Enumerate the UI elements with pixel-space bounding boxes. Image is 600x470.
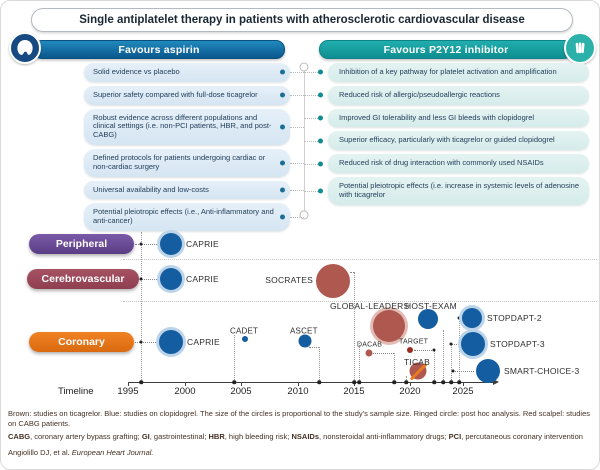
- year-dashed-line: [394, 353, 395, 382]
- study-label-dacab: DACAB: [357, 341, 383, 349]
- study-label-stopdapt-2: STOPDAPT-2: [487, 313, 542, 323]
- study-label-smart-choice-3: SMART-CHOICE-3: [504, 366, 580, 376]
- year-dashed-line: [459, 319, 460, 382]
- axis-year-label: 2010: [287, 386, 309, 397]
- row-label-coronary: Coronary: [29, 332, 134, 352]
- connector-dot: [140, 243, 143, 246]
- bullet-dot: [318, 188, 323, 193]
- bullet-dot: [280, 70, 285, 75]
- bullet-dot: [280, 215, 285, 220]
- study-label-caprie: CAPRIE: [186, 239, 219, 249]
- axis-year-dot: [232, 380, 236, 384]
- axis-year-label: 1995: [117, 386, 139, 397]
- study-circle-caprie: [160, 268, 182, 290]
- p2y12-point-1: [328, 63, 589, 82]
- pills-icon: [564, 32, 596, 64]
- aspirin-point-6-text: Potential pleiotropic effects (i.e., Anti-inflammatory and anti-cancer): [93, 207, 274, 226]
- timeline-axis-label: Timeline: [58, 386, 94, 397]
- abbreviations-footnote: CABG, coronary artery bypass grafting; GI, gastrointestinal; HBR, high bleeding risk; NSAIDs, nonsteroidal anti-inflammatory drugs; PCI, percutaneous coronary intervention: [8, 432, 583, 441]
- axis-year-dot: [404, 380, 408, 384]
- row-separator: [123, 259, 597, 260]
- citation-authors: Angiolillo DJ, et al.: [8, 448, 72, 457]
- aspirin-point-4-text: Defined protocols for patients undergoing cardiac or non-cardiac surgery: [93, 152, 266, 171]
- axis-year-label: 2025: [452, 386, 474, 397]
- year-dashed-line: [443, 330, 444, 382]
- p2y12-point-1-text: Inhibition of a key pathway for platelet activation and amplification: [339, 67, 557, 76]
- aspirin-point-2-text: Superior safety compared with full-dose ticagrelor: [93, 89, 258, 99]
- year-dashed-line: [359, 343, 360, 382]
- aspirin-column-header: Favours aspirin: [33, 40, 285, 59]
- bullet-dot: [318, 161, 323, 166]
- pills-glyph: [568, 36, 592, 60]
- bullet-dot: [280, 93, 285, 98]
- axis-year-label: 2000: [174, 386, 196, 397]
- year-dashed-line: [354, 272, 355, 382]
- p2y12-point-6: [328, 177, 589, 205]
- aspirin-point-1-text: Solid evidence vs placebo: [93, 67, 180, 76]
- connector-dot: [452, 370, 455, 373]
- dotted-connector: [135, 244, 157, 245]
- study-circle-smart-choice-3: [476, 359, 500, 383]
- study-circle-dacab: [366, 350, 373, 357]
- p2y12-point-2: [328, 86, 589, 105]
- aspirin-tablet-glyph: [13, 36, 37, 60]
- axis-year-dot: [357, 380, 361, 384]
- study-label-caprie: CAPRIE: [186, 274, 219, 284]
- connector-dot: [433, 349, 436, 352]
- axis-year-dot: [352, 380, 356, 384]
- bullet-dot: [280, 187, 285, 192]
- aspirin-point-3: [84, 109, 290, 145]
- study-circle-stopdapt-3: [461, 332, 485, 356]
- p2y12-point-5-text: Reduced risk of drug interaction with commonly used NSAIDs: [339, 158, 544, 168]
- dotted-connector: [373, 353, 394, 354]
- axis-year-dot: [317, 380, 321, 384]
- connector-dot: [140, 278, 143, 281]
- legend-footnote: Brown: studies on ticagrelor. Blue: studies on clopidogrel. The size of the circles is proportional to the study's sample size. Ringed circle: post hoc analysis. Red scalpel: studies on CABG patients.: [8, 409, 591, 428]
- study-circle-stopdapt-2: [462, 308, 482, 328]
- bullet-dot: [280, 124, 285, 129]
- page-title: Single antiplatelet therapy in patients with atherosclerotic cardiovascular disease: [31, 8, 573, 32]
- study-label-caprie: CAPRIE: [187, 337, 220, 347]
- dotted-connector: [135, 342, 156, 343]
- p2y12-point-3-text: Improved GI tolerability and less GI bleeds with clopidogrel: [339, 112, 535, 122]
- study-circle-ascet: [299, 335, 312, 348]
- study-circle-host-exam: [418, 309, 438, 329]
- citation-journal: European Heart Journal.: [71, 448, 154, 457]
- study-circle-global-leaders: [373, 310, 405, 342]
- axis-year-dot: [441, 380, 445, 384]
- row-label-cerebrovascular: Cerebrovascular: [27, 269, 139, 289]
- study-label-cadet: CADET: [230, 326, 259, 336]
- study-circle-cadet: [242, 336, 248, 342]
- axis-year-dot: [449, 380, 453, 384]
- aspirin-point-6: [84, 203, 290, 231]
- p2y12-point-3: [328, 109, 589, 128]
- aspirin-point-5-text: Universal availability and low-costs: [93, 184, 209, 194]
- bullet-dot: [318, 93, 323, 98]
- study-circle-caprie: [159, 330, 183, 354]
- aspirin-point-5: [84, 181, 290, 200]
- aspirin-point-3-text: Robust evidence across different populations and clinical settings (i.e. non-PCI patients, HBR, and post-CABG): [93, 112, 272, 140]
- spine-node-top: [300, 63, 309, 72]
- dotted-connector: [414, 350, 434, 351]
- study-label-ticab: TICAB: [404, 357, 431, 367]
- axis-year-label: 2020: [399, 386, 421, 397]
- axis-year-dot: [432, 380, 436, 384]
- aspirin-point-4: [84, 149, 290, 177]
- aspirin-point-1: [84, 63, 290, 82]
- p2y12-column-header: Favours P2Y12 inhibitor: [319, 40, 573, 59]
- bullet-dot: [318, 115, 323, 120]
- study-label-socrates: SOCRATES: [265, 275, 313, 285]
- dotted-connector: [453, 371, 474, 372]
- study-label-global-leaders: GLOBAL-LEADERS: [330, 301, 410, 311]
- axis-year-dot: [139, 380, 143, 384]
- dotted-connector: [350, 272, 354, 273]
- study-label-host-exam: HOST-EXAM: [405, 301, 457, 311]
- row-label-peripheral: Peripheral: [29, 234, 134, 254]
- study-label-target: TARGET: [399, 338, 429, 346]
- study-circle-target: [407, 347, 413, 353]
- dotted-connector: [309, 347, 319, 348]
- p2y12-point-6-text: Potential pleiotropic effects (i.e. increase in systemic levels of adenosine with ticagrelor: [339, 180, 579, 199]
- year-dashed-line: [234, 335, 235, 382]
- connector-dot: [458, 317, 461, 320]
- study-circle-caprie: [160, 233, 182, 255]
- year-dashed-line: [434, 350, 435, 382]
- axis-year-dot: [457, 380, 461, 384]
- p2y12-point-4-text: Superior efficacy, particularly with ticagrelor or guided clopidogrel: [339, 135, 555, 145]
- connector-dot: [450, 343, 453, 346]
- p2y12-point-4: [328, 131, 589, 150]
- bullet-dot: [318, 70, 323, 75]
- connector-dot: [140, 341, 143, 344]
- p2y12-point-2-text: Reduced risk of allergic/pseudoallergic reactions: [339, 89, 500, 99]
- aspirin-items-list: [84, 63, 290, 231]
- p2y12-point-5: [328, 154, 589, 173]
- aspirin-tablet-icon: [9, 32, 41, 64]
- axis-year-label: 2005: [230, 386, 252, 397]
- year-dashed-line: [141, 232, 142, 382]
- study-circle-socrates: [316, 264, 350, 298]
- time-axis: [129, 382, 493, 383]
- study-label-ascet: ASCET: [290, 326, 318, 336]
- p2y12-items-list: [328, 63, 589, 205]
- axis-year-label: 2015: [343, 386, 365, 397]
- study-label-stopdapt-3: STOPDAPT-3: [490, 339, 545, 349]
- bullet-dot: [318, 138, 323, 143]
- aspirin-point-2: [84, 86, 290, 105]
- citation-footnote: [8, 448, 594, 458]
- year-dashed-line: [319, 347, 320, 382]
- axis-year-dot: [392, 380, 396, 384]
- year-dashed-line: [451, 345, 452, 382]
- bullet-dot: [280, 160, 285, 165]
